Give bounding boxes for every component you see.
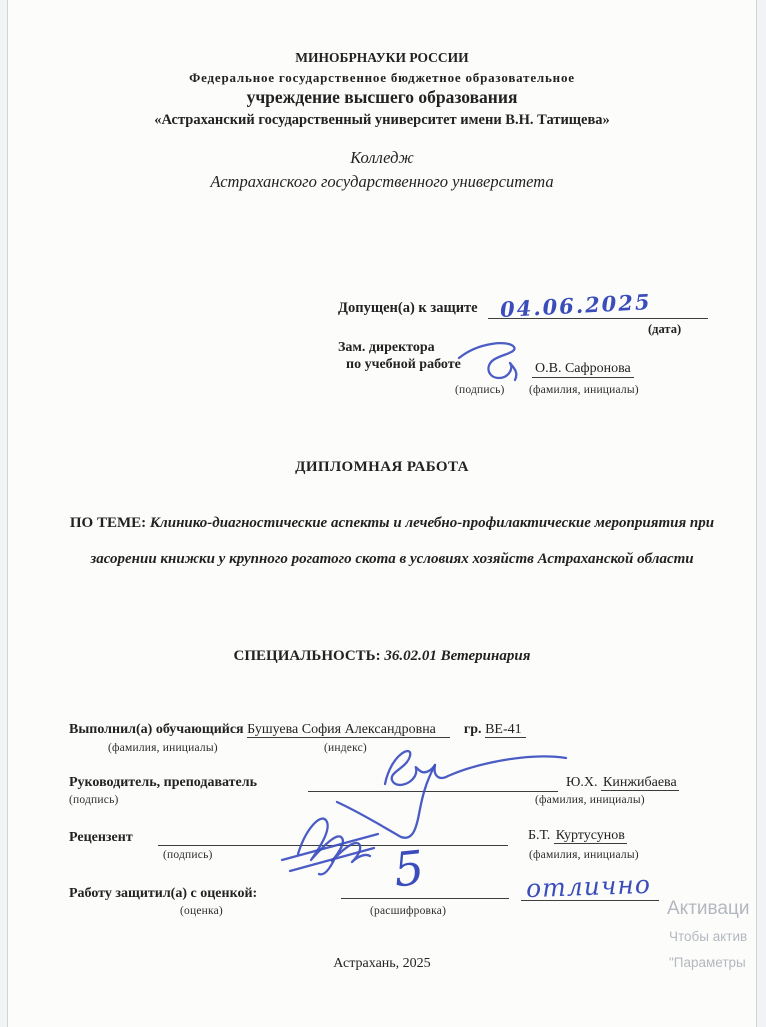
supervisor-initials: Ю.Х. (566, 775, 598, 790)
grade-value-handwritten: 5 (391, 840, 427, 899)
specialty-label: СПЕЦИАЛЬНОСТЬ: (233, 648, 381, 664)
document-page (7, 0, 757, 1027)
reviewer-signature-caption: (подпись) (163, 849, 213, 861)
supervisor-name-caption: (фамилия, инициалы) (535, 794, 645, 806)
admission-label: Допущен(а) к защите (338, 300, 478, 316)
supervisor-label: Руководитель, преподаватель (69, 775, 258, 790)
grade-transcript-caption: (расшифровка) (370, 905, 447, 917)
group-value: ВЕ-41 (485, 722, 526, 738)
reviewer-surname: Куртусунов (555, 828, 625, 843)
student-name: Бушуева София Александровна (247, 722, 450, 738)
reviewer-name (528, 828, 627, 844)
reviewer-initials: Б.Т. (528, 828, 551, 843)
supervisor-surname: Кинжибаева (603, 775, 677, 790)
org-line-3: «Астраханский государственный университет имени В.Н. Татищева» (154, 112, 610, 128)
group-label: гр. (463, 722, 482, 737)
topic-label: ПО ТЕМЕ: (69, 515, 147, 531)
org-line-2: учреждение высшего образования (246, 87, 518, 107)
activation-watermark-line1: Активаци (667, 898, 750, 919)
supervisor-signature-caption: (подпись) (69, 794, 119, 806)
work-type-title: ДИПЛОМНАЯ РАБОТА (295, 459, 469, 475)
grade-word-handwritten: отлично (525, 869, 652, 904)
reviewer-name-caption: (фамилия, инициалы) (529, 849, 639, 861)
college-line-1: Колледж (350, 148, 414, 167)
approver-name: О.В. Сафронова (532, 361, 634, 378)
activation-watermark-line2: Чтобы актив (669, 929, 748, 944)
specialty-value: 36.02.01 Ветеринария (384, 648, 531, 664)
approver-position-2: по учебной работе (346, 357, 461, 372)
ministry-line: МИНОБРНАУКИ РОССИИ (295, 50, 469, 65)
student-row (69, 722, 526, 738)
city-year: Астрахань, 2025 (333, 956, 431, 971)
grade-label: Работу защитил(а) с оценкой: (69, 886, 258, 901)
activation-watermark-line3: "Параметры (669, 955, 746, 970)
student-label: Выполнил(а) обучающийся (69, 722, 244, 737)
approver-position-1: Зам. директора (338, 340, 435, 355)
student-name-caption: (фамилия, инициалы) (108, 742, 218, 754)
grade-caption: (оценка) (180, 905, 223, 917)
supervisor-name (566, 775, 679, 791)
admission-date-handwritten: 04.06.2025 (499, 289, 653, 322)
date-caption: (дата) (648, 322, 682, 336)
topic-paragraph (56, 505, 728, 577)
topic-text: Клинико-диагностические аспекты и лечебно-профилактические мероприятия при засорении книжки у крупного рогатого скота в условиях хозяйств Астраханской области (90, 515, 715, 567)
reviewer-label: Рецензент (69, 830, 133, 845)
approver-name-caption: (фамилия, инициалы) (529, 384, 639, 396)
approver-signature-caption: (подпись) (455, 384, 505, 396)
college-line-2: Астраханского государственного университета (210, 172, 554, 191)
grade-line (341, 898, 509, 899)
org-line-1: Федеральное государственное бюджетное образовательное (189, 70, 575, 85)
specialty-line (8, 648, 756, 665)
group-index-caption: (индекс) (324, 742, 367, 754)
approver-signature (451, 338, 531, 390)
